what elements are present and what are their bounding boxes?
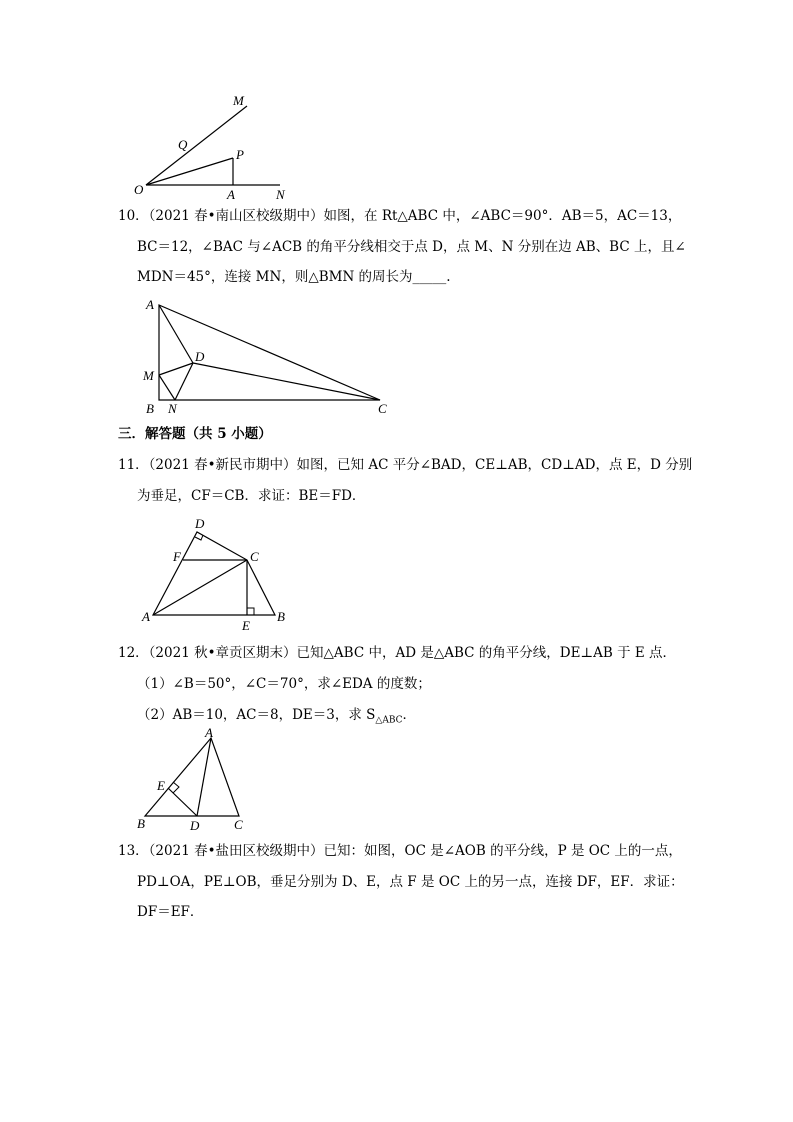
- label-p: P: [236, 147, 244, 162]
- q10-line-3: MDN＝45°，连接 MN，则△BMN 的周长为_____.: [137, 269, 451, 285]
- outline-adcb: [153, 532, 275, 615]
- label-d: D: [190, 818, 200, 833]
- figure-quadrilateral-abcd: [140, 515, 300, 633]
- label-d: D: [195, 349, 205, 364]
- triangle-abc: [159, 305, 380, 400]
- q12-part-2-text: （2）AB＝10，AC＝8，DE＝3，求 S: [137, 707, 376, 723]
- q12-part-2: [137, 706, 416, 730]
- label-e: E: [157, 778, 165, 793]
- label-b: B: [277, 609, 285, 624]
- label-o: O: [134, 182, 144, 197]
- label-a: A: [146, 297, 154, 312]
- q13-line-2: PD⊥OA，PE⊥OB，垂足分别为 D、E，点 F 是 OC 上的另一点，连接 DF，EF．求证：: [137, 874, 684, 890]
- right-angle-mark-d: [195, 535, 203, 540]
- label-b: B: [137, 816, 145, 831]
- right-angle-mark-e: [247, 608, 254, 615]
- label-f: F: [173, 549, 181, 564]
- label-c: C: [250, 549, 259, 564]
- q11-line-1: 11．（2021 春•新民市期中）如图，已知 AC 平分∠BAD，CE⊥AB，CD⊥AD，点 E，D 分别: [118, 457, 693, 473]
- segment-cd: [193, 363, 380, 400]
- label-e: E: [242, 618, 250, 633]
- segment-ad: [197, 738, 211, 816]
- q12-line-1: 12．（2021 秋•章贡区期末）已知△ABC 中，AD 是△ABC 的角平分线，DE⊥AB 于 E 点．: [118, 645, 677, 661]
- label-a: A: [142, 609, 150, 624]
- label-c: C: [378, 401, 387, 416]
- label-b: B: [146, 401, 154, 416]
- right-angle-mark-e: [173, 782, 179, 793]
- label-a: A: [227, 187, 235, 202]
- label-c: C: [234, 817, 243, 832]
- triangle-abc: [145, 738, 239, 816]
- q12-part-2-subscript: △ABC: [375, 715, 403, 726]
- q13-line-3: DF＝EF．: [137, 904, 204, 920]
- q12-part-2-end: ．: [402, 707, 417, 723]
- label-m: M: [143, 368, 154, 383]
- figure-right-triangle-abc: [140, 295, 400, 420]
- q13-line-1: 13．（2021 春•盐田区校级期中）已知：如图，OC 是∠AOB 的平分线，P 是 OC 上的一点，: [118, 843, 682, 859]
- section-title: 三．解答题（共 5 小题）: [118, 426, 272, 442]
- label-a: A: [205, 725, 213, 740]
- figure-angle-mon: [130, 90, 300, 205]
- label-n: N: [168, 401, 177, 416]
- label-n: N: [276, 187, 285, 202]
- segment-op: [146, 158, 233, 185]
- label-q: Q: [178, 137, 188, 152]
- q10-line-1: 10．（2021 春•南山区校级期中）如图，在 Rt△ABC 中，∠ABC＝90°．AB＝5，AC＝13，: [118, 208, 682, 224]
- segment-ad: [159, 305, 193, 363]
- figure-triangle-abc-bisector: [132, 725, 257, 836]
- segment-mn: [159, 375, 175, 400]
- ray-om: [146, 106, 247, 185]
- q10-line-2: BC＝12，∠BAC 与∠ACB 的角平分线相交于点 D，点 M、N 分别在边 AB、BC 上，且∠: [137, 239, 686, 255]
- label-d: D: [195, 516, 205, 531]
- q12-part-1: （1）∠B＝50°，∠C＝70°，求∠EDA 的度数；: [137, 676, 431, 692]
- segment-de: [168, 788, 197, 816]
- q11-line-2: 为垂足，CF＝CB．求证：BE＝FD．: [137, 488, 366, 504]
- label-m: M: [233, 93, 244, 108]
